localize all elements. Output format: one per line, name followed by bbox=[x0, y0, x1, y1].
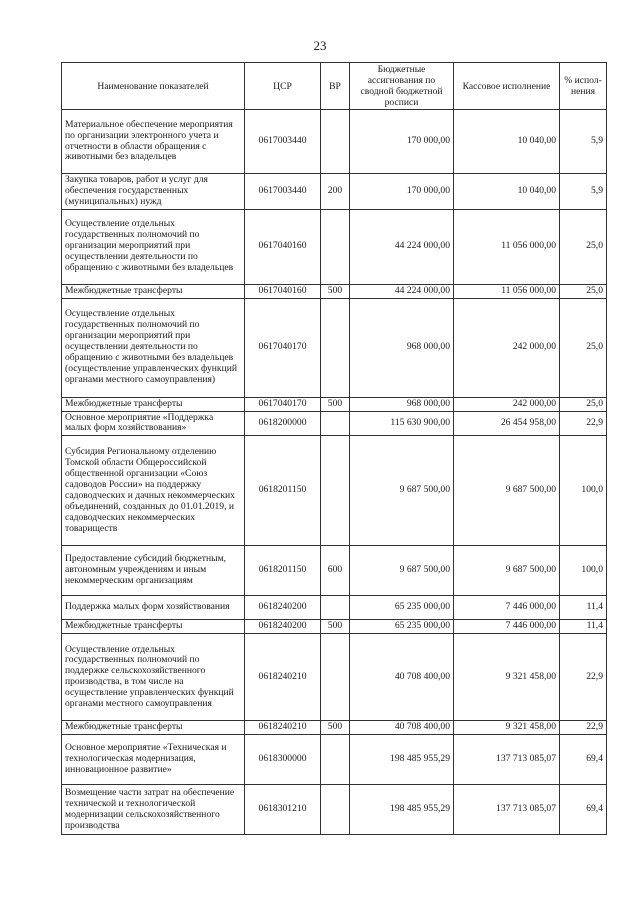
row-assigned: 170 000,00 bbox=[350, 174, 454, 210]
row-cash: 11 056 000,00 bbox=[454, 284, 560, 298]
row-name: Возмещение части затрат на обеспечение технической и технологической модернизации сельскохозяйственного производства bbox=[62, 785, 245, 835]
row-cash: 137 713 085,07 bbox=[454, 785, 560, 835]
row-name: Основное мероприятие «Поддержка малых форм хозяйствования» bbox=[62, 411, 245, 436]
row-pct: 69,4 bbox=[560, 735, 607, 785]
table-header-row bbox=[62, 63, 607, 110]
row-name: Материальное обеспечение мероприятия по организации электронного учета и отчетности в области обращения с животными без владельцев bbox=[62, 110, 245, 174]
row-name: Межбюджетные трансферты bbox=[62, 397, 245, 411]
row-pct: 25,0 bbox=[560, 209, 607, 284]
row-cash: 10 040,00 bbox=[454, 110, 560, 174]
row-csr: 0617040170 bbox=[245, 397, 321, 411]
row-vr bbox=[321, 436, 350, 546]
row-vr: 500 bbox=[321, 397, 350, 411]
row-cash: 242 000,00 bbox=[454, 298, 560, 397]
row-assigned: 44 224 000,00 bbox=[350, 209, 454, 284]
row-csr: 0618301210 bbox=[245, 785, 321, 835]
row-name: Основное мероприятие «Техническая и технологическая модернизация, инновационное развитие» bbox=[62, 735, 245, 785]
header-csr: ЦСР bbox=[245, 63, 321, 110]
row-name: Поддержка малых форм хозяйствования bbox=[62, 596, 245, 620]
row-vr bbox=[321, 209, 350, 284]
row-pct: 22,9 bbox=[560, 634, 607, 721]
row-vr: 600 bbox=[321, 546, 350, 596]
row-name: Осуществление отдельных государственных полномочий по организации мероприятий при осуществлении деятельности по обращению с животными без владельцев bbox=[62, 209, 245, 284]
header-name: Наименование показателей bbox=[62, 63, 245, 110]
row-pct: 5,9 bbox=[560, 174, 607, 210]
row-cash: 7 446 000,00 bbox=[454, 620, 560, 634]
row-name: Осуществление отдельных государственных полномочий по поддержке сельскохозяйственного производства, в том числе на осуществление управленческих функций органами местного самоуправления bbox=[62, 634, 245, 721]
table-row bbox=[62, 721, 607, 735]
row-cash: 137 713 085,07 bbox=[454, 735, 560, 785]
row-csr: 0618240200 bbox=[245, 596, 321, 620]
row-pct: 25,0 bbox=[560, 284, 607, 298]
row-csr: 0618240210 bbox=[245, 721, 321, 735]
row-cash: 7 446 000,00 bbox=[454, 596, 560, 620]
header-assigned: Бюджетные ассигнования по сводной бюджетной росписи bbox=[350, 63, 454, 110]
table-row bbox=[62, 110, 607, 174]
row-pct: 11,4 bbox=[560, 596, 607, 620]
row-csr: 0617040160 bbox=[245, 209, 321, 284]
header-pct: % испол-нения bbox=[560, 63, 607, 110]
page-number: 23 bbox=[313, 38, 327, 53]
row-csr: 0618240200 bbox=[245, 620, 321, 634]
row-assigned: 198 485 955,29 bbox=[350, 785, 454, 835]
row-name: Закупка товаров, работ и услуг для обеспечения государственных (муниципальных) нужд bbox=[62, 174, 245, 210]
table-row bbox=[62, 411, 607, 436]
row-assigned: 65 235 000,00 bbox=[350, 596, 454, 620]
row-vr bbox=[321, 110, 350, 174]
table-row bbox=[62, 634, 607, 721]
row-csr: 0618240210 bbox=[245, 634, 321, 721]
row-assigned: 40 708 400,00 bbox=[350, 721, 454, 735]
header-cash: Кассовое исполнение bbox=[454, 63, 560, 110]
row-cash: 26 454 958,00 bbox=[454, 411, 560, 436]
row-vr: 200 bbox=[321, 174, 350, 210]
row-csr: 0617040170 bbox=[245, 298, 321, 397]
row-assigned: 170 000,00 bbox=[350, 110, 454, 174]
table-row bbox=[62, 174, 607, 210]
row-pct: 25,0 bbox=[560, 397, 607, 411]
row-vr bbox=[321, 634, 350, 721]
table-row bbox=[62, 735, 607, 785]
budget-execution-table bbox=[61, 62, 607, 835]
table-row bbox=[62, 397, 607, 411]
row-assigned: 198 485 955,29 bbox=[350, 735, 454, 785]
row-cash: 9 321 458,00 bbox=[454, 634, 560, 721]
row-assigned: 9 687 500,00 bbox=[350, 436, 454, 546]
table-row bbox=[62, 284, 607, 298]
row-pct: 100,0 bbox=[560, 436, 607, 546]
row-csr: 0618201150 bbox=[245, 546, 321, 596]
row-pct: 100,0 bbox=[560, 546, 607, 596]
row-assigned: 115 630 900,00 bbox=[350, 411, 454, 436]
row-vr: 500 bbox=[321, 721, 350, 735]
row-assigned: 40 708 400,00 bbox=[350, 634, 454, 721]
header-vr: ВР bbox=[321, 63, 350, 110]
row-cash: 9 321 458,00 bbox=[454, 721, 560, 735]
row-pct: 22,9 bbox=[560, 721, 607, 735]
table-row bbox=[62, 620, 607, 634]
row-pct: 22,9 bbox=[560, 411, 607, 436]
row-pct: 5,9 bbox=[560, 110, 607, 174]
row-cash: 9 687 500,00 bbox=[454, 436, 560, 546]
row-assigned: 968 000,00 bbox=[350, 397, 454, 411]
row-pct: 69,4 bbox=[560, 785, 607, 835]
row-vr bbox=[321, 411, 350, 436]
row-vr bbox=[321, 735, 350, 785]
row-cash: 9 687 500,00 bbox=[454, 546, 560, 596]
row-csr: 0618200000 bbox=[245, 411, 321, 436]
row-csr: 0618300000 bbox=[245, 735, 321, 785]
row-vr bbox=[321, 596, 350, 620]
row-assigned: 65 235 000,00 bbox=[350, 620, 454, 634]
table-row bbox=[62, 298, 607, 397]
table-row bbox=[62, 546, 607, 596]
table-row bbox=[62, 596, 607, 620]
row-name: Осуществление отдельных государственных полномочий по организации мероприятий при осуществлении деятельности по обращению с животными без владельцев (осуществление управленческих функций органами местного самоуправления) bbox=[62, 298, 245, 397]
row-csr: 0617040160 bbox=[245, 284, 321, 298]
row-cash: 11 056 000,00 bbox=[454, 209, 560, 284]
table-row bbox=[62, 785, 607, 835]
row-assigned: 968 000,00 bbox=[350, 298, 454, 397]
table-row bbox=[62, 209, 607, 284]
row-pct: 11,4 bbox=[560, 620, 607, 634]
row-assigned: 9 687 500,00 bbox=[350, 546, 454, 596]
row-cash: 242 000,00 bbox=[454, 397, 560, 411]
row-vr bbox=[321, 785, 350, 835]
row-name: Предоставление субсидий бюджетным, автономным учреждениям и иным некоммерческим организациям bbox=[62, 546, 245, 596]
row-name: Межбюджетные трансферты bbox=[62, 284, 245, 298]
row-cash: 10 040,00 bbox=[454, 174, 560, 210]
row-vr bbox=[321, 298, 350, 397]
row-csr: 0618201150 bbox=[245, 436, 321, 546]
row-assigned: 44 224 000,00 bbox=[350, 284, 454, 298]
row-name: Субсидия Региональному отделению Томской области Общероссийской общественной организации «Союз садоводов России» на поддержку садоводческих и дачных некоммерческих объединений, созданных до 01.01.2019, и садоводческих некоммерческих товариществ bbox=[62, 436, 245, 546]
table-row bbox=[62, 436, 607, 546]
row-pct: 25,0 bbox=[560, 298, 607, 397]
row-name: Межбюджетные трансферты bbox=[62, 721, 245, 735]
row-vr: 500 bbox=[321, 284, 350, 298]
row-csr: 0617003440 bbox=[245, 110, 321, 174]
row-csr: 0617003440 bbox=[245, 174, 321, 210]
row-vr: 500 bbox=[321, 620, 350, 634]
row-name: Межбюджетные трансферты bbox=[62, 620, 245, 634]
